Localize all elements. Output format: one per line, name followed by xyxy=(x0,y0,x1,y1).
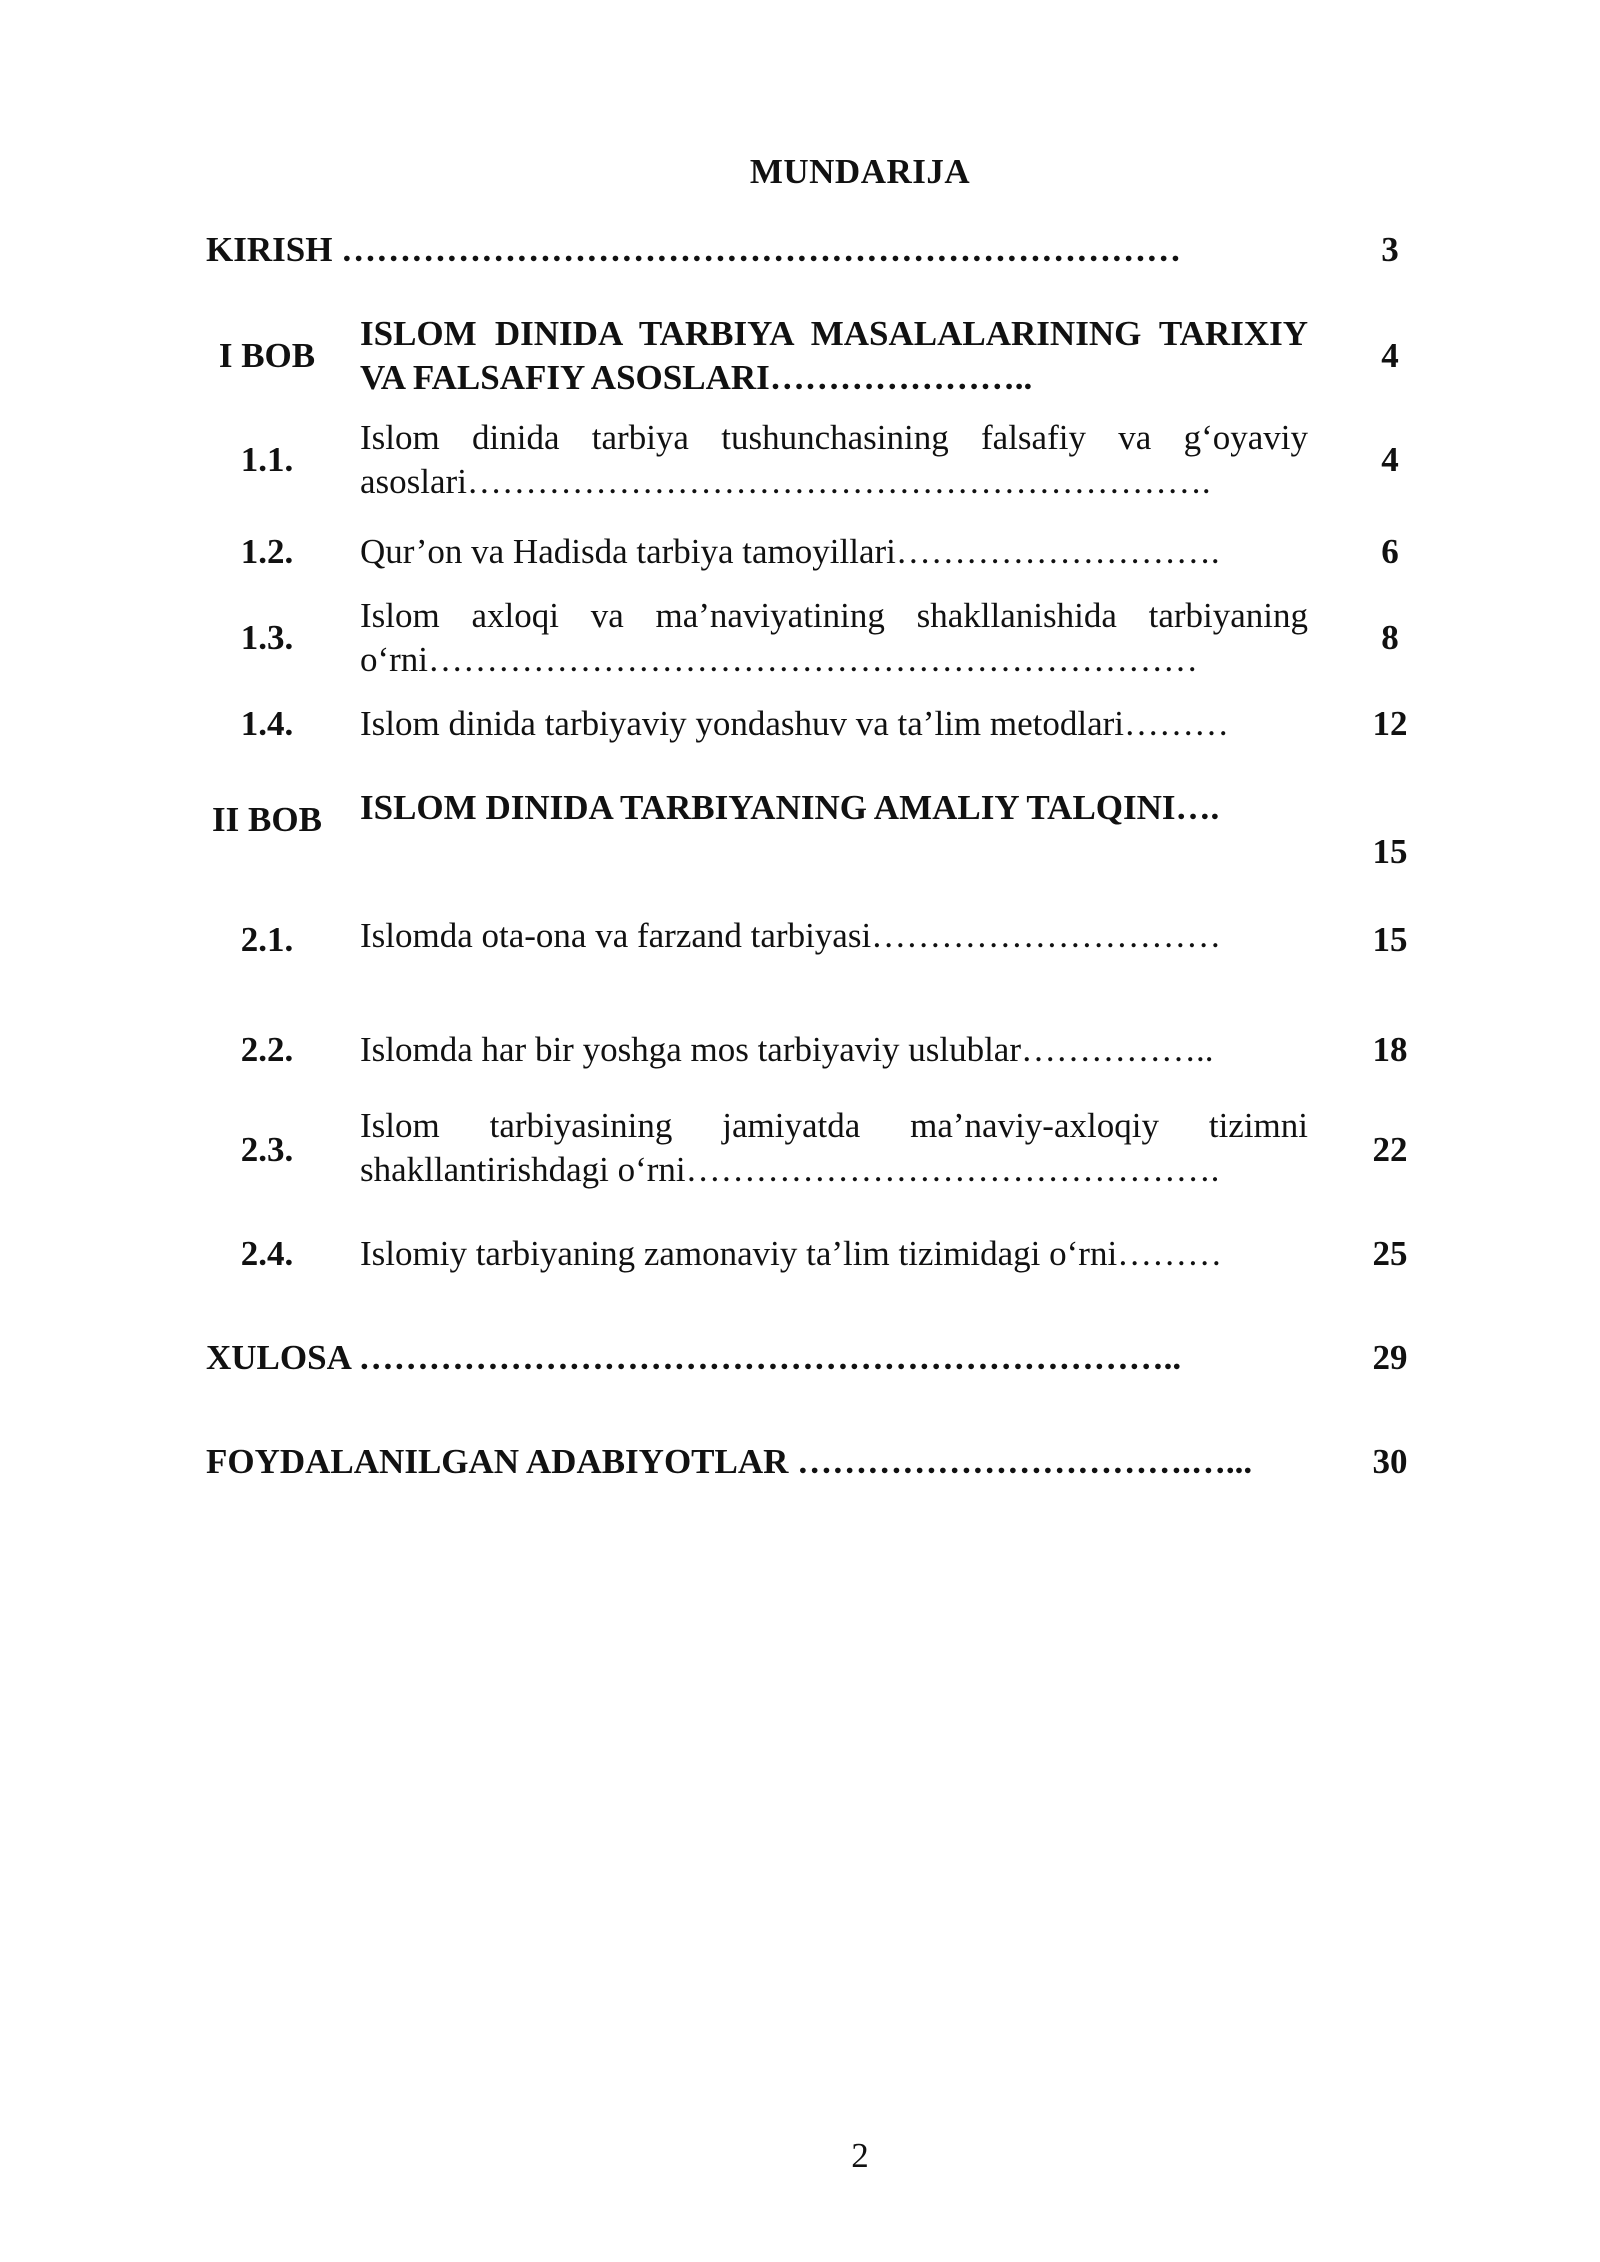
toc-section-number: 1.3. xyxy=(240,618,294,657)
toc-entry-text: Islom dinida tarbiyaviy yondashuv va ta’lim metodlari……… xyxy=(360,704,1230,743)
toc-entry-text: Islom tarbiyasining jamiyatda ma’naviy-axloqiy tizimni shakllantirishdagi o‘rni………………………………………. xyxy=(360,1106,1308,1189)
toc-section-number: 2.4. xyxy=(240,1234,294,1273)
toc-section-number: 1.4. xyxy=(240,704,294,743)
toc-page-number: 15 xyxy=(1372,920,1408,959)
toc-page-number: 30 xyxy=(1372,1442,1408,1481)
toc-page-number: 22 xyxy=(1372,1130,1408,1169)
toc-entry-text: XULOSA …………………………………………………………….. xyxy=(206,1338,1182,1377)
toc-page-number: 18 xyxy=(1372,1030,1408,1069)
toc-page-number: 12 xyxy=(1372,704,1408,743)
toc-entry-text: Islom dinida tarbiya tushunchasining falsafiy va g‘oyaviy asoslari………………………………………………………. xyxy=(360,418,1308,501)
toc-entry-text: Islomda ota-ona va farzand tarbiyasi………………………… xyxy=(360,916,1222,955)
toc-entry-text: FOYDALANILGAN ADABIYOTLAR …………………………….…... xyxy=(206,1442,1253,1481)
toc-page-number: 29 xyxy=(1372,1338,1408,1377)
toc-page-number: 4 xyxy=(1381,440,1399,479)
toc-entry-text: ISLOM DINIDA TARBIYA MASALALARINING TARIXIY VA FALSAFIY ASOSLARI………………….. xyxy=(360,314,1308,397)
toc-page-number: 6 xyxy=(1381,532,1399,571)
toc-entry-text: KIRISH ……………………………………………………………… xyxy=(206,230,1182,269)
toc-entry-text: Islomda har bir yoshga mos tarbiyaviy uslublar…………….. xyxy=(360,1030,1214,1069)
document-title: MUNDARIJA xyxy=(749,152,971,191)
toc-section-number: 1.1. xyxy=(240,440,294,479)
toc-page-number: 4 xyxy=(1381,336,1399,375)
toc-page-number: 3 xyxy=(1381,230,1399,269)
toc-page-number: 15 xyxy=(1372,832,1408,871)
toc-page-number: 25 xyxy=(1372,1234,1408,1273)
toc-section-number: 2.3. xyxy=(240,1130,294,1169)
toc-chapter-label: I BOB xyxy=(218,336,316,375)
toc-entry-text: ISLOM DINIDA TARBIYANING AMALIY TALQINI…. xyxy=(360,788,1220,827)
toc-section-number: 1.2. xyxy=(240,532,294,571)
toc-section-number: 2.2. xyxy=(240,1030,294,1069)
toc-entry-text: Islomiy tarbiyaning zamonaviy ta’lim tizimidagi o‘rni……… xyxy=(360,1234,1223,1273)
toc-entry-text: Qur’on va Hadisda tarbiya tamoyillari………………………. xyxy=(360,532,1220,571)
toc-page-number: 8 xyxy=(1381,618,1399,657)
toc-entry-text: Islom axloqi va ma’naviyatining shakllanishida tarbiyaning o‘rni………………………………………………………… xyxy=(360,596,1308,679)
toc-section-number: 2.1. xyxy=(240,920,294,959)
toc-chapter-label: II BOB xyxy=(212,800,322,839)
page-number: 2 xyxy=(851,2136,869,2175)
